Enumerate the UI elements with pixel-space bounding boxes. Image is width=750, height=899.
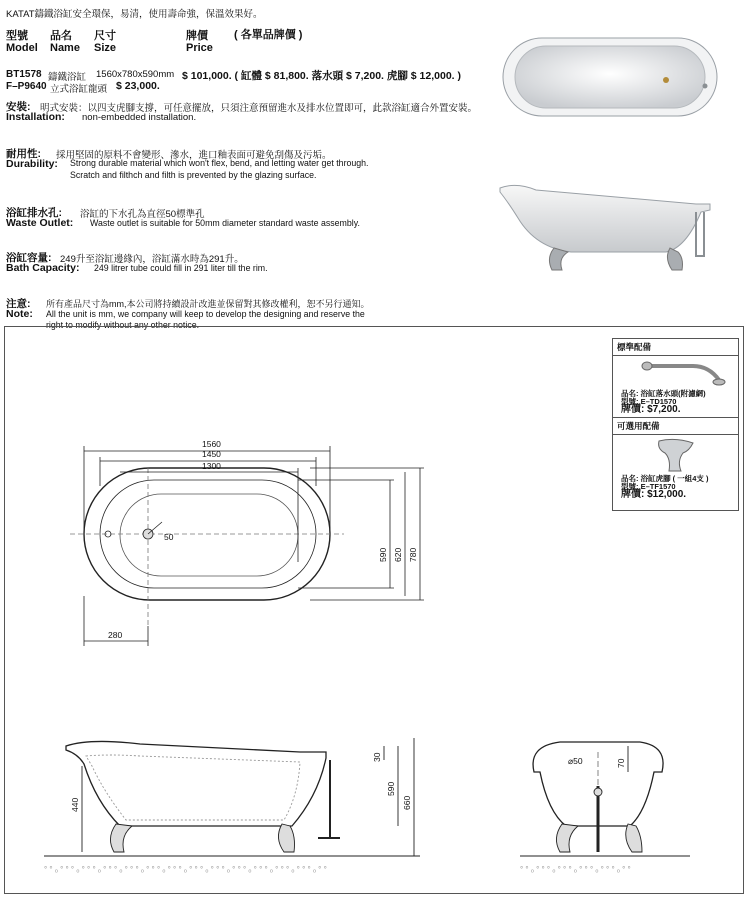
capacity-label-en: Bath Capacity: (6, 262, 80, 274)
product-size: 1560x780x590mm (96, 69, 175, 80)
dim-280: 280 (108, 630, 123, 640)
waste-text-zh: 浴缸的下水孔為直徑50標準孔 (80, 209, 205, 220)
bathtub-top-photo (500, 30, 722, 125)
intro-text: KATAT鑄鐵浴缸安全環保，易清，使用壽命強，保溫效果好。 (6, 9, 263, 20)
header-price-zh: 牌價 (186, 30, 208, 42)
optional-accessory-price: 牌價: $12,000. (621, 489, 687, 500)
dimension-drawings (0, 326, 750, 899)
optional-accessory-name: 品名: 浴缸虎腳 ( 一組4支 ) (621, 474, 709, 483)
durability-label-en: Durability: (6, 158, 58, 170)
note-text-en-2: right to modify without any other notice. (46, 320, 200, 330)
header-size-en: Size (94, 42, 117, 54)
dim-1300: 1300 (202, 461, 221, 471)
dim-1450: 1450 (202, 449, 221, 459)
installation-text-en: non-embedded installation. (82, 112, 197, 123)
dim-620: 620 (393, 547, 403, 562)
note-label-en: Note: (6, 308, 33, 320)
standard-accessory-price: 牌價: $7,200. (621, 404, 681, 415)
svg-text:° ° ₒ ° ° ° ₒ ° ° ° ₒ ° ° ° ₒ: ° ° ₒ ° ° ° ₒ ° ° ° ₒ ° ° ° ₒ ° ° ° ₒ ° ° ° ₒ ° ° ° ₒ ° ° ° ₒ ° ° ° ₒ ° ° ° ₒ ° ° ° ₒ ° ° ° ₒ ° ° ° ₒ ° ° (44, 865, 327, 874)
header-model-en: Model (6, 42, 38, 54)
installation-label-en: Installation: (6, 111, 65, 123)
dim-end-50: ⌀50 (568, 756, 583, 766)
header-model-zh: 型號 (6, 30, 28, 42)
dim-70: 70 (616, 758, 626, 768)
note-label-zh: 注意: (6, 298, 31, 310)
standard-accessory-title: 標準配備 (613, 339, 738, 356)
dim-590-side: 590 (386, 781, 396, 796)
optional-accessory-title: 可選用配備 (613, 417, 738, 435)
capacity-label-zh: 浴缸容量: (6, 252, 52, 264)
durability-text-zh: 採用堅固的原料不會變形、滲水，進口釉表面可避免刮傷及污垢。 (56, 150, 332, 161)
faucet-code: F–P9640 (6, 81, 47, 92)
installation-text-zh: 明式安裝：以四支虎腳支撐，可任意擺放，只須注意預留進水及排水位置即可，此款浴缸適合外置安裝。 (40, 103, 478, 114)
product-code: BT1578 (6, 69, 42, 80)
dim-780: 780 (408, 547, 418, 562)
bathtub-side-photo (496, 178, 722, 276)
dim-30: 30 (372, 752, 382, 762)
header-size-zh: 尺寸 (94, 30, 116, 42)
svg-text:° ° ₒ ° ° ° ₒ ° ° ° ₒ ° ° ° ₒ: ° ° ₒ ° ° ° ₒ ° ° ° ₒ ° ° ° ₒ ° ° ° ₒ ° ° (520, 865, 631, 874)
standard-accessory-model: 型號: E–TD1570 (621, 397, 677, 406)
dim-50: 50 (164, 532, 174, 542)
side-view-outline (66, 741, 326, 826)
dim-1560: 1560 (202, 439, 221, 449)
note-text-en-1: All the unit is mm, we company will keep to develop the designing and reserve the (46, 309, 365, 319)
capacity-text-zh: 249升至浴缸邊緣內，浴缸滿水時為291升。 (60, 254, 244, 265)
header-price-note: ( 各單品牌價 ) (234, 29, 303, 41)
standard-accessory-name: 品名: 浴缸落水頭(附濾網) (621, 389, 706, 398)
durability-text-en-2: Scratch and filthch and filth is prevented by the glazing surface. (70, 170, 317, 180)
waste-label-zh: 浴缸排水孔: (6, 207, 62, 219)
header-price-en: Price (186, 42, 213, 54)
durability-text-en-1: Strong durable material which won't flex, bend, and letting water get through. (70, 158, 369, 168)
installation-label-zh: 安裝: (6, 101, 31, 113)
faucet-name: 立式浴缸龍頭 (50, 84, 108, 95)
header-name-en: Name (50, 42, 80, 54)
durability-label-zh: 耐用性: (6, 148, 41, 160)
faucet-price: $ 23,000. (116, 80, 160, 92)
product-price-line: $ 101,000. ( 缸體 $ 81,800. 落水頭 $ 7,200. 虎腳 $ 12,000. ) (182, 70, 461, 82)
header-name-zh: 品名 (50, 30, 72, 42)
waste-text-en: Waste outlet is suitable for 50mm diameter standard waste assembly. (90, 218, 360, 228)
note-text-zh: 所有產品尺寸為mm,本公司將持續設計改進並保留對其修改權利，恕不另行通知。 (46, 299, 370, 309)
optional-accessory-model: 型號: E–TF1570 (621, 482, 676, 491)
product-name: 鑄鐵浴缸 (48, 72, 87, 83)
dim-440: 440 (70, 797, 80, 812)
dim-660: 660 (402, 795, 412, 810)
waste-label-en: Waste Outlet: (6, 217, 74, 229)
capacity-text-en: 249 litrer tube could fill in 291 liter till the rim. (94, 263, 268, 273)
dim-590: 590 (378, 547, 388, 562)
